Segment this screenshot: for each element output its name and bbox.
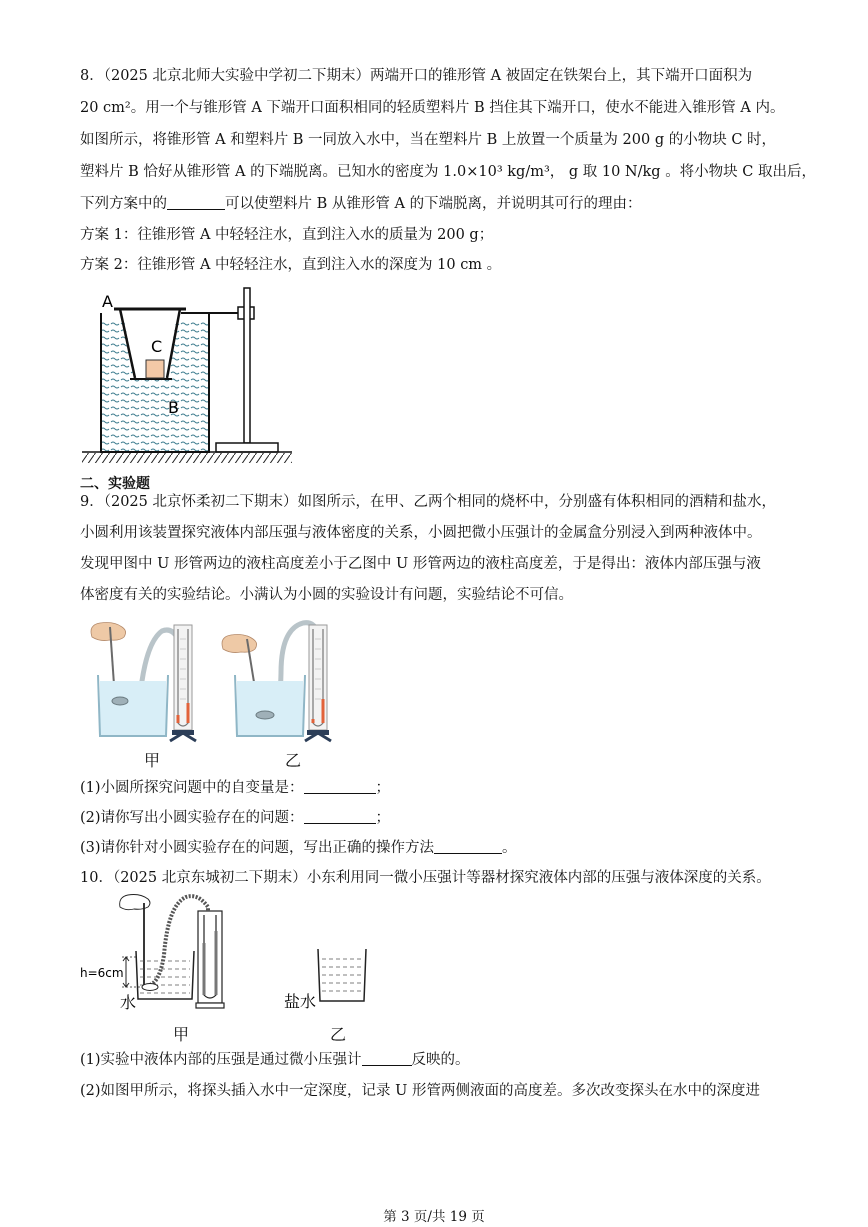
hand-icon bbox=[222, 635, 257, 653]
page-footer: 第 3 页/共 19 页 bbox=[383, 1209, 485, 1225]
answer-blank[interactable] bbox=[304, 809, 376, 824]
answer-blank[interactable] bbox=[167, 195, 225, 210]
q8-line-5-pre: 下列方案中的 bbox=[80, 196, 167, 212]
hand-icon bbox=[91, 623, 126, 641]
q10-sub-1 bbox=[80, 1050, 470, 1070]
q8-line-1: 8．（2025 北京北师大实验中学初二下期末）两端开口的锥形管 A 被固定在铁架台上，其下端开口面积为 bbox=[80, 68, 753, 84]
q9-line-1: 9．（2025 北京怀柔初二下期末）如图所示，在甲、乙两个相同的烧杯中，分别盛有体积相同的酒精和盐水， bbox=[80, 494, 776, 510]
q8-line-2: 20 cm²。用一个与锥形管 A 下端开口面积相同的轻质塑料片 B 挡住其下端开口，使水不能进入锥形管 A 内。 bbox=[80, 100, 785, 116]
saltwater-liquid bbox=[237, 681, 303, 735]
q9-sub-3-period: 。 bbox=[502, 840, 517, 856]
label-a: A bbox=[102, 292, 113, 311]
ground-hatch bbox=[82, 453, 292, 463]
label-b: B bbox=[168, 398, 179, 417]
q8-plan-2: 方案 2：往锥形管 A 中轻轻注水，直到注入水的深度为 10 cm 。 bbox=[80, 257, 502, 273]
pressure-gauge-figure-jia bbox=[80, 615, 210, 745]
depth-experiment-figure-jia bbox=[80, 893, 230, 1023]
q8-line-4: 塑料片 B 恰好从锥形管 A 的下端脱离。已知水的密度为 1.0×10³ kg/m³， g 取 10 N/kg 。将小物块 C 取出后， bbox=[80, 164, 816, 180]
q10-line-1: 10．（2025 北京东城初二下期末）小东利用同一微小压强计等器材探究液体内部的压强与液体深度的关系。 bbox=[80, 870, 771, 886]
probe-head bbox=[256, 711, 274, 719]
alcohol-liquid bbox=[100, 681, 166, 735]
answer-blank[interactable] bbox=[434, 839, 502, 854]
q10-sub-1-post: 反映的。 bbox=[411, 1052, 470, 1068]
q10-sub-1-pre: (1)实验中液体内部的压强是通过微小压强计 bbox=[80, 1052, 362, 1068]
section-title: 二、实验题 bbox=[80, 476, 150, 492]
saltwater-label: 盐水 bbox=[284, 992, 317, 1011]
stand-rod bbox=[244, 288, 250, 443]
label-c: C bbox=[151, 337, 163, 356]
q9-sub-1 bbox=[80, 778, 390, 798]
block-c bbox=[146, 360, 164, 378]
hand-icon bbox=[120, 895, 150, 910]
q9-sub-3-text: (3)请你针对小圆实验存在的问题，写出正确的操作方法 bbox=[80, 840, 435, 856]
q9-sub-2 bbox=[80, 808, 390, 828]
saltwater-lines bbox=[322, 959, 362, 991]
q9-sub-3 bbox=[80, 838, 517, 858]
q9-sub-2-semi: ； bbox=[375, 810, 391, 826]
depth-experiment-figure-yi bbox=[280, 945, 370, 1015]
u-tube-base bbox=[196, 1003, 224, 1008]
caption-yi: 乙 bbox=[285, 751, 302, 770]
q10-sub-2: (2)如图甲所示，将探头插入水中一定深度，记录 U 形管两侧液面的高度差。多次改变探头在水中的深度进 bbox=[80, 1083, 760, 1099]
pressure-gauge-figure-yi bbox=[215, 615, 345, 745]
q9-line-4: 体密度有关的实验结论。小满认为小圆的实验设计有问题，实验结论不可信。 bbox=[80, 587, 573, 603]
q9-sub-1-text: (1)小圆所探究问题中的自变量是： bbox=[80, 780, 304, 796]
u-tube-board bbox=[198, 911, 222, 1003]
answer-blank[interactable] bbox=[304, 779, 376, 794]
caption-10-yi: 乙 bbox=[330, 1025, 347, 1044]
q9-line-3: 发现甲图中 U 形管两边的液柱高度差小于乙图中 U 形管两边的液柱高度差，于是得出：液体内部压强与液 bbox=[80, 556, 761, 572]
q9-line-2: 小圆利用该装置探究液体内部压强与液体密度的关系，小圆把微小压强计的金属盒分别浸入到两种液体中。 bbox=[80, 525, 762, 541]
answer-blank[interactable] bbox=[362, 1051, 412, 1066]
q8-line-5-post: 可以使塑料片 B 从锥形管 A 的下端脱离，并说明其可行的理由： bbox=[225, 196, 642, 212]
probe-head bbox=[142, 984, 158, 991]
stand-base bbox=[216, 443, 278, 452]
q8-line-5 bbox=[80, 194, 642, 214]
caption-10-jia: 甲 bbox=[173, 1025, 190, 1044]
q9-sub-1-semi: ； bbox=[375, 780, 391, 796]
cone-tube-figure bbox=[80, 285, 300, 470]
probe-head bbox=[112, 697, 128, 705]
water-label: 水 bbox=[120, 993, 137, 1012]
h-label: h=6cm bbox=[80, 966, 124, 980]
q8-plan-1: 方案 1：往锥形管 A 中轻轻注水，直到注入水的质量为 200 g； bbox=[80, 227, 494, 243]
q8-line-3: 如图所示，将锥形管 A 和塑料片 B 一同放入水中，当在塑料片 B 上放置一个质量为 200 g 的小物块 C 时， bbox=[80, 132, 777, 148]
q9-sub-2-text: (2)请你写出小圆实验存在的问题： bbox=[80, 810, 304, 826]
caption-jia: 甲 bbox=[144, 751, 161, 770]
